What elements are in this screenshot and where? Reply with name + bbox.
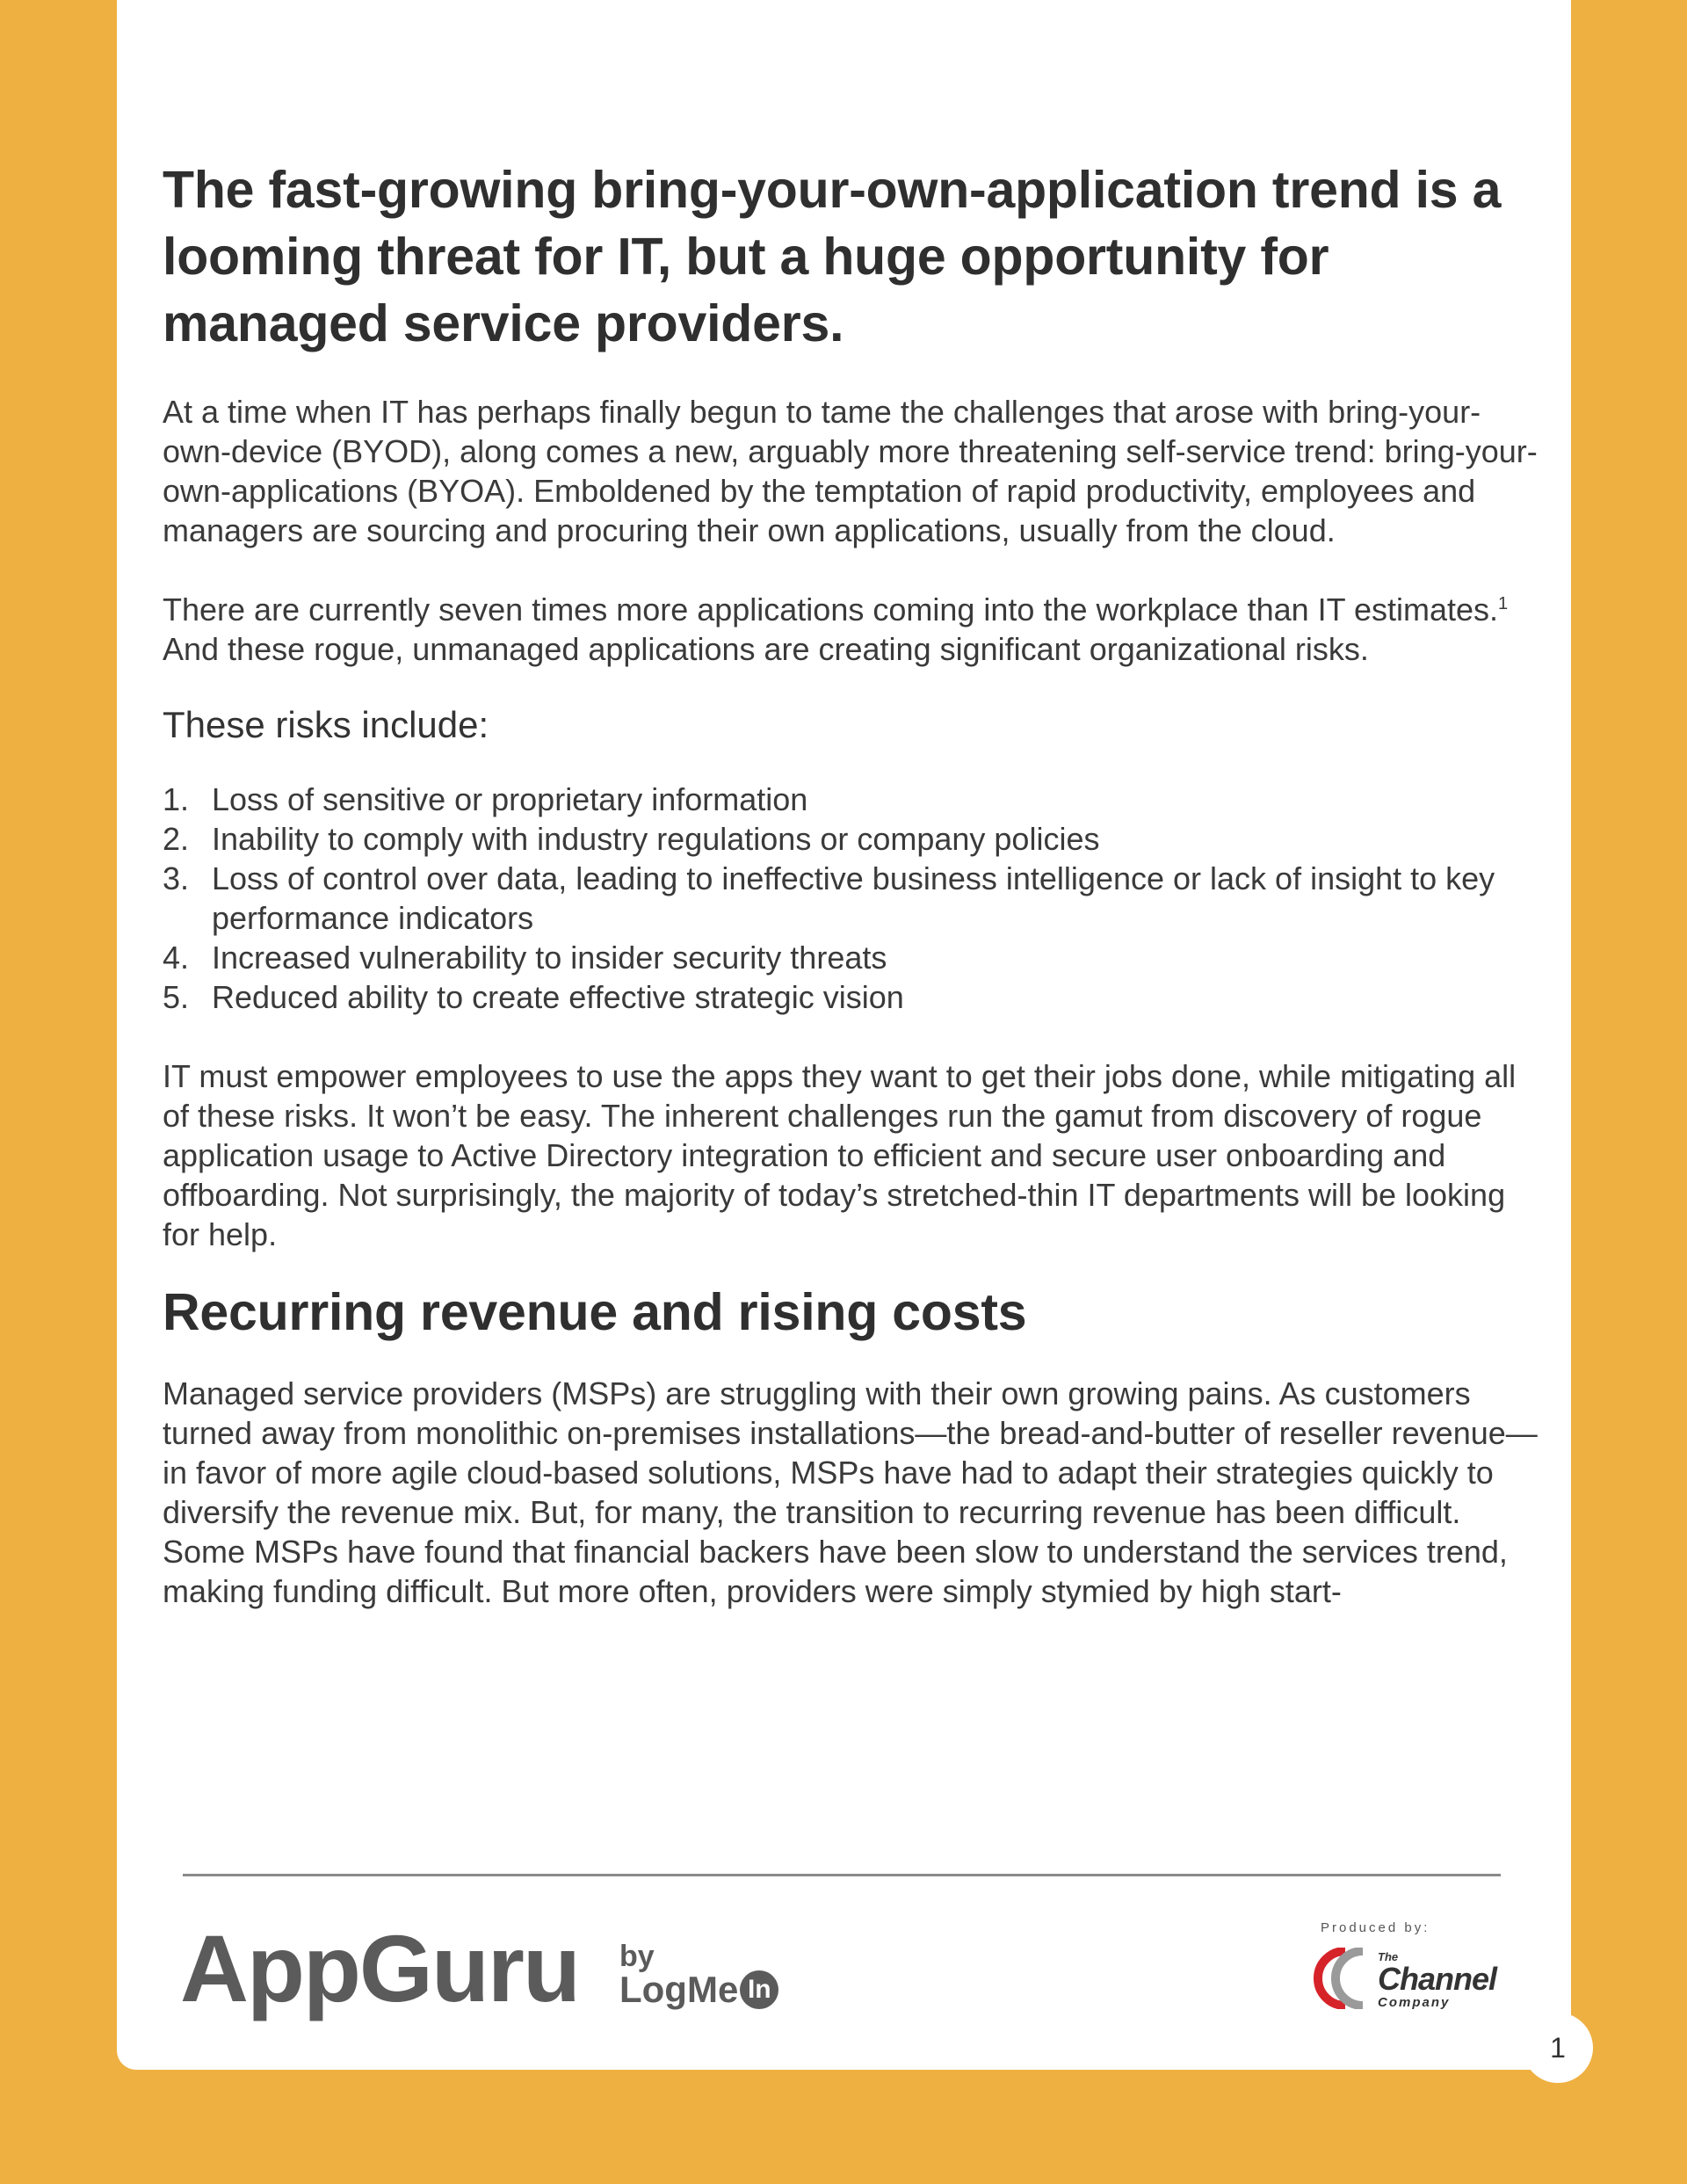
logmein-label: LogMe [619, 1969, 739, 2010]
footer-divider [183, 1874, 1501, 1876]
list-item [163, 819, 1538, 859]
footnote-marker: 1 [1498, 594, 1509, 613]
channel-name-label: Channel [1378, 1961, 1497, 1997]
stat-paragraph [163, 590, 1538, 669]
produced-by-label: Produced by: [1321, 1920, 1430, 1935]
funding-paragraph: Some MSPs have found that financial backers have been slow to understand the services trend, making funding difficult. But more often, providers were simply stymied by high start- [163, 1534, 1508, 1609]
logmein-byline [619, 1942, 778, 2009]
stat-text-before: There are currently seven times more applications coming into the workplace than IT estimates. [163, 591, 1499, 628]
list-number: 1. [163, 781, 190, 817]
by-label: by [619, 1940, 655, 1973]
section-heading: Recurring revenue and rising costs [163, 1283, 1027, 1341]
main-heading: The fast-growing bring-your-own-application trend is a looming threat for IT, but a huge opportunity for managed service providers. [163, 161, 1502, 352]
stat-text-after: And these rogue, unmanaged applications are creating significant organizational risks. [163, 631, 1369, 667]
list-number: 2. [163, 821, 190, 857]
list-item [163, 977, 1538, 1017]
channel-wordmark [1378, 1951, 1496, 2011]
msp-paragraph: Managed service providers (MSPs) are struggling with their own growing pains. As customers turned away from monolithic on-premises installations—the bread-and-butter of reseller revenue—in favor of more agile cloud-based solutions, MSPs have had to adapt their strategies quickly to diversify the revenue mix. But, for many, the transition to recurring revenue has been difficult. [163, 1375, 1538, 1530]
channel-c-icon [1312, 1948, 1382, 2009]
list-number: 3. [163, 860, 190, 896]
appguru-wordmark: AppGuru [180, 1915, 579, 2021]
page-number: 1 [1523, 2013, 1593, 2083]
empower-paragraph: IT must empower employees to use the apps they want to get their jobs done, while mitigating all of these risks. It won’t be easy. The inherent challenges run the gamut from discovery of rogue application usage to Active Directory integration to efficient and secure user onboarding and offboarding. Not surprisingly, the majority of today’s stretched-thin IT departments will be looking for help. [163, 1058, 1517, 1252]
list-item [163, 938, 1538, 977]
logmein-in-badge: In [740, 1970, 778, 2009]
list-text: Inability to comply with industry regulations or company policies [212, 821, 1100, 857]
list-number: 5. [163, 979, 190, 1015]
list-number: 4. [163, 940, 190, 976]
list-item [163, 859, 1538, 938]
intro-paragraph: At a time when IT has perhaps finally begun to tame the challenges that arose with bring-your-own-device (BYOD), along comes a new, arguably more threatening self-service trend: bring-your-own-applications (BYOA). Emboldened by the temptation of rapid productivity, employees and managers are sourcing and procuring their own applications, usually from the cloud. [163, 394, 1538, 548]
channel-the-label: The [1378, 1950, 1399, 1963]
logmein-wordmark [619, 1970, 778, 2009]
document-page [117, 0, 1571, 2070]
channel-company-label: Company [1378, 1995, 1451, 2010]
risks-heading: These risks include: [163, 704, 489, 745]
list-text: Increased vulnerability to insider security threats [212, 940, 887, 976]
list-item [163, 780, 1538, 819]
channel-company-logo [1312, 1948, 1497, 2018]
risks-list [163, 780, 1538, 1017]
list-text: Reduced ability to create effective strategic vision [212, 979, 904, 1015]
article-body [163, 156, 1538, 1611]
list-text: Loss of control over data, leading to ineffective business intelligence or lack of insight to key performance indicators [212, 860, 1495, 936]
list-text: Loss of sensitive or proprietary information [212, 781, 808, 817]
produced-by-block [1312, 1920, 1497, 2018]
